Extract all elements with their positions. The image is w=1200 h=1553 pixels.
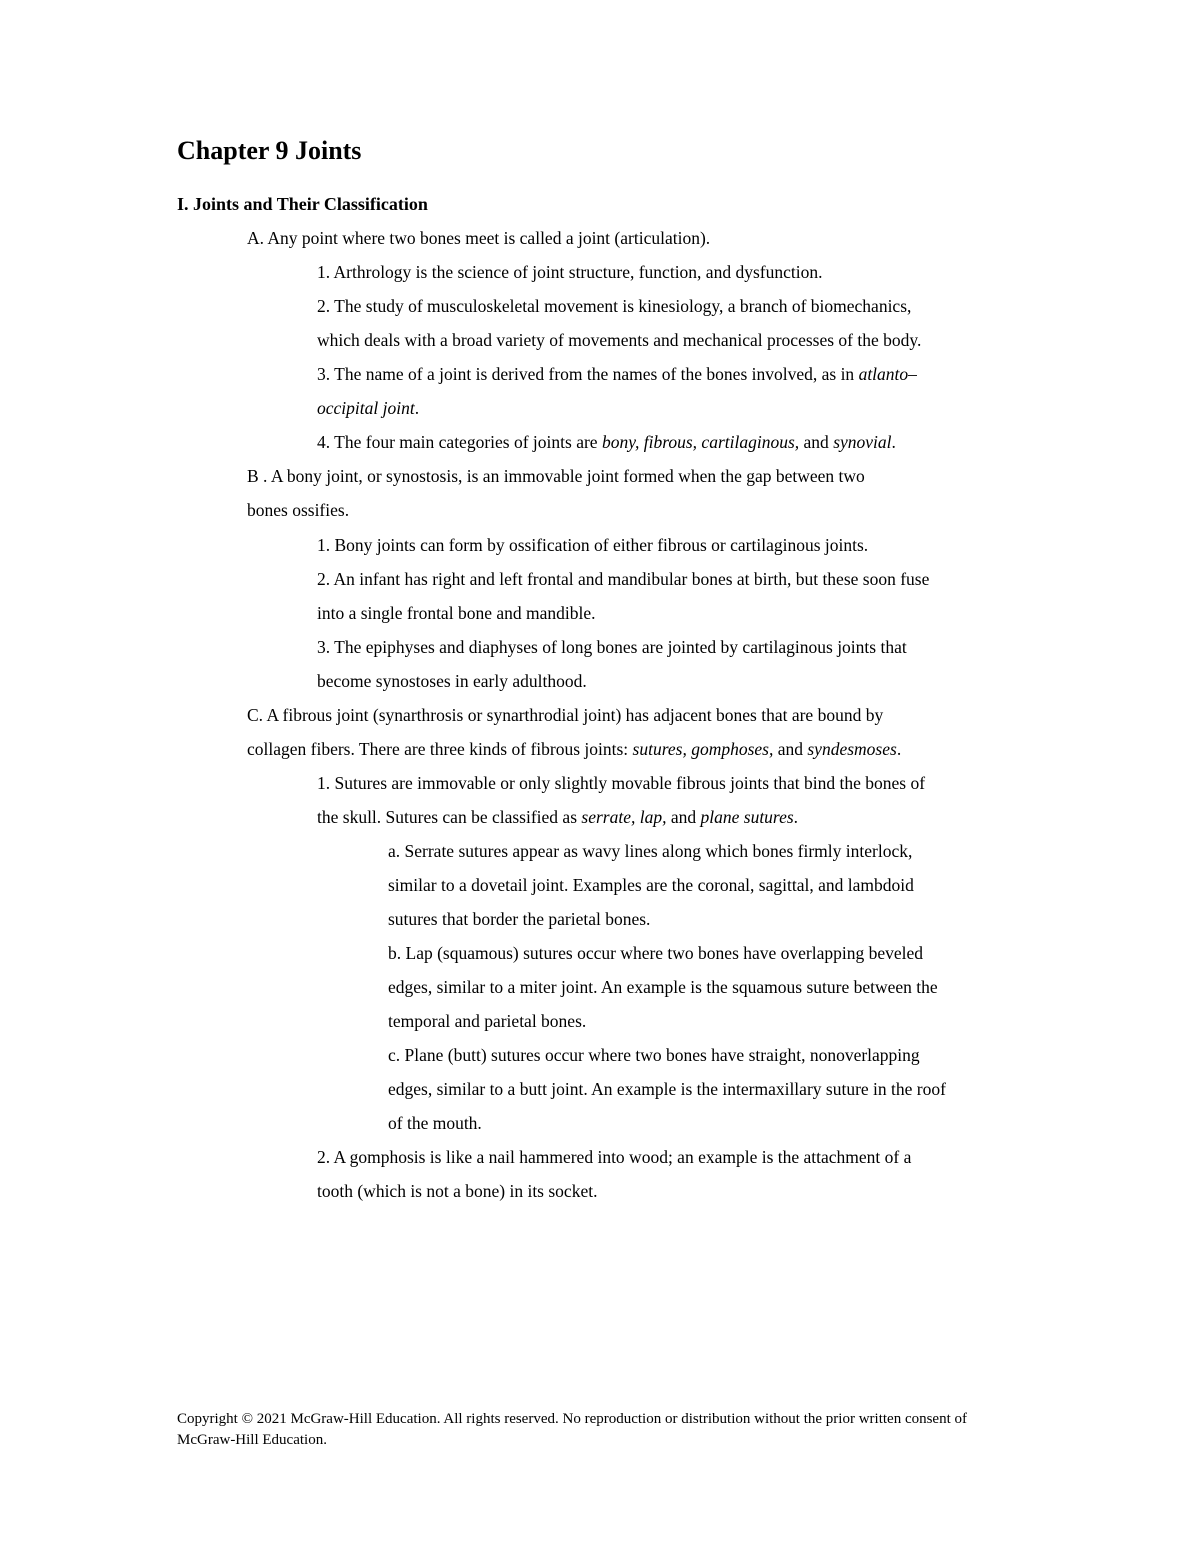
outline-item-c1b-line2: edges, similar to a miter joint. An example is the squamous suture between the bbox=[388, 977, 938, 997]
outline-item-c1a-line3: sutures that border the parietal bones. bbox=[388, 909, 651, 929]
outline-item-a2-line2: which deals with a broad variety of movements and mechanical processes of the body. bbox=[317, 330, 922, 350]
outline-item-a3-line2: occipital joint. bbox=[317, 398, 420, 418]
outline-item-b-line1: B . A bony joint, or synostosis, is an immovable joint formed when the gap between two bbox=[247, 466, 865, 486]
outline-item-a2-line1: 2. The study of musculoskeletal movement is kinesiology, a branch of biomechanics, bbox=[317, 296, 912, 316]
outline-item-c1b-line3: temporal and parietal bones. bbox=[388, 1011, 587, 1031]
outline-item-c1-line2: the skull. Sutures can be classified as serrate, lap, and plane sutures. bbox=[317, 807, 799, 827]
outline-item-b3-line2: become synostoses in early adulthood. bbox=[317, 671, 587, 691]
section-heading: I. Joints and Their Classification bbox=[177, 194, 428, 214]
outline-item-a: A. Any point where two bones meet is called a joint (articulation). bbox=[247, 228, 711, 248]
outline-item-c1c-line2: edges, similar to a butt joint. An example is the intermaxillary suture in the roof bbox=[388, 1079, 946, 1099]
outline-item-c1a-line2: similar to a dovetail joint. Examples are the coronal, sagittal, and lambdoid bbox=[388, 875, 914, 895]
page-title: Chapter 9 Joints bbox=[177, 136, 362, 165]
outline-item-a3-line1: 3. The name of a joint is derived from the names of the bones involved, as in atlanto– bbox=[317, 364, 917, 384]
outline-item-b-line2: bones ossifies. bbox=[247, 500, 350, 520]
outline-item-c2-line2: tooth (which is not a bone) in its socket. bbox=[317, 1181, 598, 1201]
outline-item-a4: 4. The four main categories of joints are bony, fibrous, cartilaginous, and synovial. bbox=[317, 432, 896, 452]
outline-item-b1: 1. Bony joints can form by ossification of either fibrous or cartilaginous joints. bbox=[317, 535, 869, 555]
outline-item-b3-line1: 3. The epiphyses and diaphyses of long bones are jointed by cartilaginous joints that bbox=[317, 637, 907, 657]
outline-item-c2-line1: 2. A gomphosis is like a nail hammered into wood; an example is the attachment of a bbox=[317, 1147, 912, 1167]
outline-item-c1b-line1: b. Lap (squamous) sutures occur where two bones have overlapping beveled bbox=[388, 943, 924, 963]
outline-item-c1c-line3: of the mouth. bbox=[388, 1113, 482, 1133]
outline-item-c1c-line1: c. Plane (butt) sutures occur where two bones have straight, nonoverlapping bbox=[388, 1045, 920, 1065]
outline-item-a1: 1. Arthrology is the science of joint structure, function, and dysfunction. bbox=[317, 262, 823, 282]
outline-item-c1-line1: 1. Sutures are immovable or only slightly movable fibrous joints that bind the bones of bbox=[317, 773, 926, 793]
outline-item-b2-line1: 2. An infant has right and left frontal and mandibular bones at birth, but these soon fuse bbox=[317, 569, 930, 589]
copyright-footer: Copyright © 2021 McGraw-Hill Education. All rights reserved. No reproduction or distribution without the prior written consent of McGraw-Hill Education. bbox=[177, 1411, 968, 1448]
outline-item-c-line2: collagen fibers. There are three kinds of fibrous joints: sutures, gomphoses, and syndesmoses. bbox=[247, 739, 902, 759]
outline-item-c-line1: C. A fibrous joint (synarthrosis or synarthrodial joint) has adjacent bones that are bound by bbox=[247, 705, 884, 725]
outline-item-c1a-line1: a. Serrate sutures appear as wavy lines along which bones firmly interlock, bbox=[388, 841, 913, 861]
outline-item-b2-line2: into a single frontal bone and mandible. bbox=[317, 603, 596, 623]
